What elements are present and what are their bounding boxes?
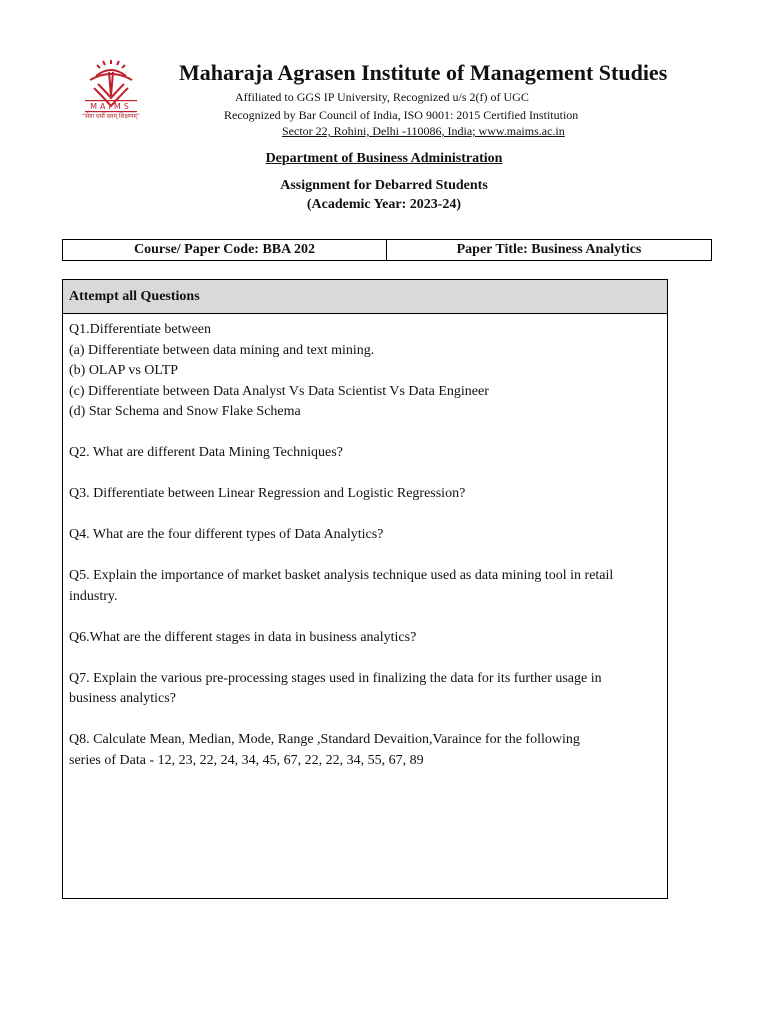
questions-header: Attempt all Questions [63,280,667,314]
question-1c: (c) Differentiate between Data Analyst Vs Data Scientist Vs Data Engineer [69,383,489,399]
address-line: Sector 22, Rohini, Delhi -110086, India; www.maims.ac.in [282,124,565,138]
course-code: Course/ Paper Code: BBA 202 [63,240,387,260]
department-text: Department of Business Administration [265,151,503,166]
paper-title: Paper Title: Business Analytics [456,242,642,257]
question-1d: (d) Star Schema and Snow Flake Schema [69,404,301,419]
question-8-line-1: Q8. Calculate Mean, Median, Mode, Range ,Standard Devaition,Varaince for the following [69,732,580,747]
question-1: Q1.Differentiate between [69,322,212,337]
department-heading [0,151,768,167]
question-6: Q6.What are the different stages in data in business analytics? [69,629,417,645]
question-2: Q2. What are different Data Mining Techniques? [69,445,343,460]
affiliation-line-1: Affiliated to GGS IP University, Recognized u/s 2(f) of UGC [235,90,529,104]
question-7-line-1: Q7. Explain the various pre-processing stages used in finalizing the data for its further usage in [69,670,602,686]
questions-table [62,279,668,899]
assignment-title: Assignment for Debarred Students [280,178,488,193]
question-8-line-2: series of Data - 12, 23, 22, 24, 34, 45, 67, 22, 22, 34, 55, 67, 89 [69,752,424,768]
question-1b: (b) OLAP vs OLTP [69,363,179,378]
question-5-line-2: industry. [69,588,118,604]
questions-body [63,314,667,771]
question-1a: (a) Differentiate between data mining and text mining. [69,342,375,358]
logo-acronym: MAIMS [90,102,132,111]
course-info-table [62,239,712,261]
institute-name: Maharaja Agrasen Institute of Management Studies [179,60,668,85]
question-3: Q3. Differentiate between Linear Regression and Logistic Regression? [69,486,466,501]
question-7-line-2: business analytics? [69,691,176,706]
affiliation-line-2: Recognized by Bar Council of India, ISO 9001: 2015 Certified Institution [224,108,579,122]
question-5-line-1: Q5. Explain the importance of market basket analysis technique used as data mining tool in retail [69,568,614,583]
question-4: Q4. What are the four different types of Data Analytics? [69,527,384,542]
academic-year: (Academic Year: 2023-24) [306,197,462,212]
logo-tagline: “सेवा धर्मो दमम् शिक्षणम्” [82,113,140,120]
